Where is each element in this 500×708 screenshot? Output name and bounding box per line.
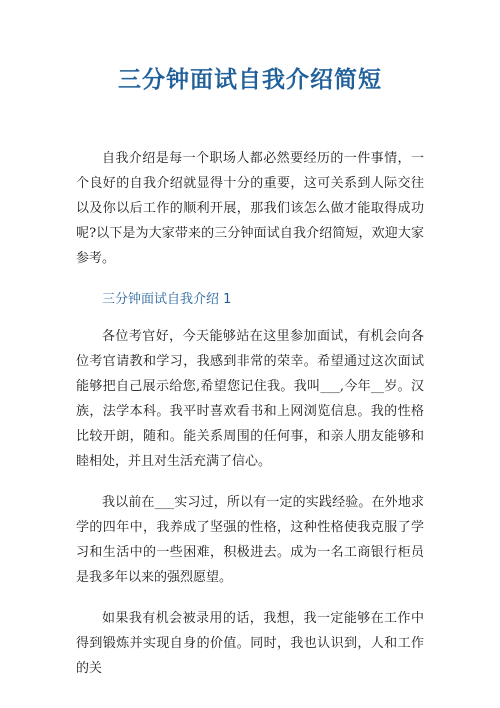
body-paragraph-3: 如果我有机会被录用的话，我想，我一定能够在工作中得到锻炼并实现自身的价值。同时，我也认识到，人和工作的关	[76, 611, 424, 676]
document-title: 三分钟面试自我介绍简短	[118, 67, 382, 93]
body-paragraph-2: 我以前在___实习过，所以有一定的实践经验。在外地求学的四年中，我养成了坚强的性格，这种性格使我克服了学习和生活中的一些困难，积极进去。成为一名工商银行柜员是我多年以来的强烈愿望。	[76, 495, 424, 585]
body-paragraph-1: 各位考官好，今天能够站在这里参加面试，有机会向各位考官请教和学习，我感到非常的荣幸。希望通过这次面试能够把自己展示给您,希望您记住我。我叫___,今年__岁。汉族，法学本科。我平时喜欢看书和上网浏览信息。我的性格比较开朗，随和。能关系周围的任何事，和亲人朋友能够和睦相处，并且对生活充满了信心。	[76, 329, 424, 469]
section-heading: 三分钟面试自我介绍 1	[102, 292, 232, 307]
intro-paragraph: 自我介绍是每一个职场人都必然要经历的一件事情，一个良好的自我介绍就显得十分的重要，这可关系到人际交往以及你以后工作的顺利开展，那我们该怎么做才能取得成功呢?以下是为大家带来的三分钟面试自我介绍简短，欢迎大家参考。	[76, 151, 424, 266]
